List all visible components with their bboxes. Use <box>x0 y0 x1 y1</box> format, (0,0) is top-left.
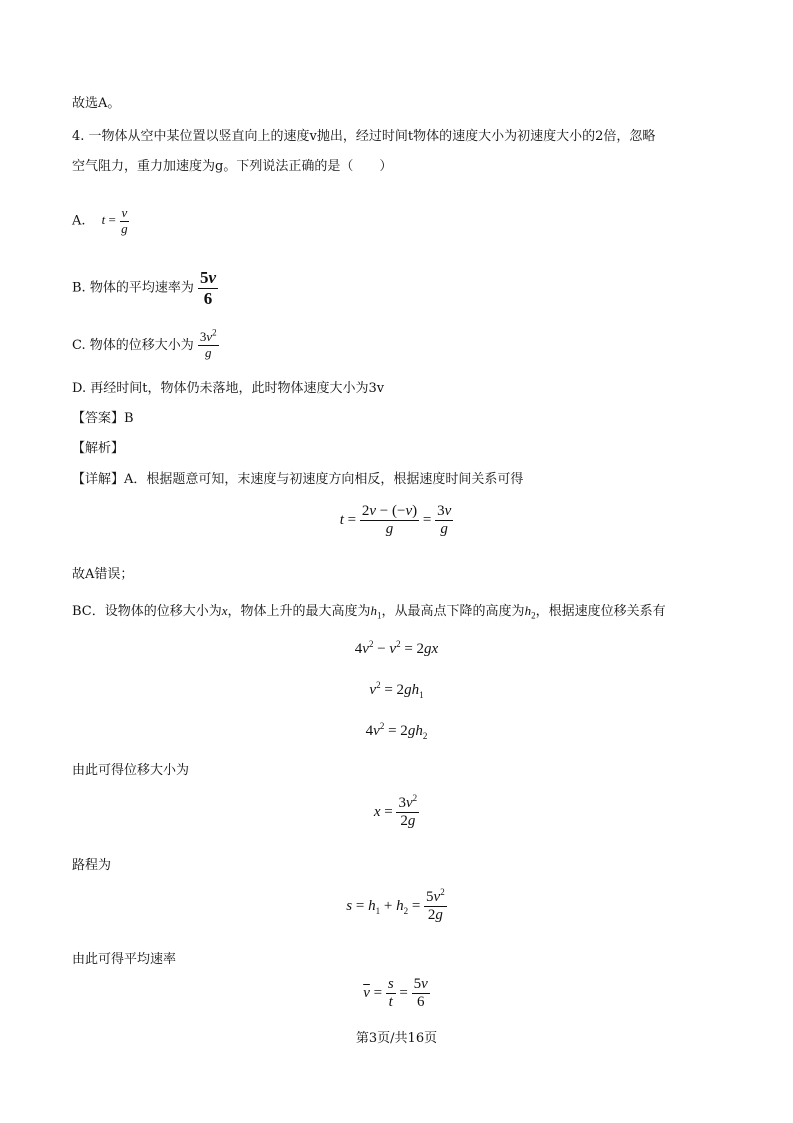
var-h1: h <box>370 603 378 618</box>
answer: 【答案】B <box>72 411 134 426</box>
option-d: D. 再经时间t，物体仍未落地，此时物体速度大小为3v <box>72 381 385 396</box>
option-c <box>72 327 219 361</box>
question-line-2: 空气阻力，重力加速度为g。下列说法正确的是（ ） <box>72 159 393 174</box>
avg-speed-intro: 由此可得平均速率 <box>72 952 177 967</box>
detail-line: 【详解】A．根据题意可知，末速度与初速度方向相反，根据速度时间关系可得 <box>72 472 524 487</box>
equation-path: $s = h_1 + h_2$ = $\frac{5v^2}{2g}$ <box>346 887 445 924</box>
var-h2-subscript: 2 <box>531 610 536 621</box>
option-c-label: C. 物体的位移大小为 <box>72 337 194 353</box>
equation-2: $v^2 = 2gh_1$ <box>369 680 424 700</box>
option-b-label: B. 物体的平均速率为 <box>72 280 194 296</box>
equation-3: $4v^2 = 2gh_2$ <box>365 721 428 741</box>
var-h2: h <box>524 603 532 618</box>
bc-line <box>72 602 666 621</box>
question-line-1: 4. 一物体从空中某位置以竖直向上的速度v抛出，经过时间t物体的速度大小为初速度大小的2倍，忽略 <box>72 129 656 144</box>
equation-average-speed: $\overline{v}$ = $\frac{s}{t}$ = $\frac{5v}{6}$ <box>363 976 428 1011</box>
var-h1-subscript: 1 <box>377 610 382 621</box>
option-a-label: A. <box>72 213 86 229</box>
bc-text-1: BC．设物体的位移大小为 <box>72 604 222 619</box>
bc-text-3: ，从最高点下降的高度为 <box>381 604 525 619</box>
equation-1: $4v^2 - v^2 = 2gx$ <box>354 639 439 657</box>
equation-time: t = $\frac{2v - (-v)}{g}$ = $\frac{3v}{g}$ <box>339 503 452 538</box>
bc-text-2: ，物体上升的最大高度为 <box>227 604 371 619</box>
bc-text-4: ，根据速度位移关系有 <box>535 604 666 619</box>
option-b-formula: $\frac{5v}{6}$ <box>199 268 217 308</box>
page-footer: 第3页/共16页 <box>355 1031 438 1046</box>
a-conclusion: 故A错误； <box>72 567 134 582</box>
option-c-formula: $\frac{3v^2}{g}$ <box>199 327 217 360</box>
option-b <box>72 268 218 308</box>
option-a <box>72 206 130 237</box>
path-intro: 路程为 <box>72 858 112 873</box>
displacement-intro: 由此可得位移大小为 <box>72 763 190 778</box>
equation-displacement: x = $\frac{3v^2}{2g}$ <box>373 793 418 830</box>
option-a-formula: t = $\frac{v}{g}$ <box>101 205 128 236</box>
previous-conclusion: 故选A。 <box>72 96 121 111</box>
var-x: x <box>221 603 228 618</box>
analysis-title: 【解析】 <box>72 441 125 456</box>
